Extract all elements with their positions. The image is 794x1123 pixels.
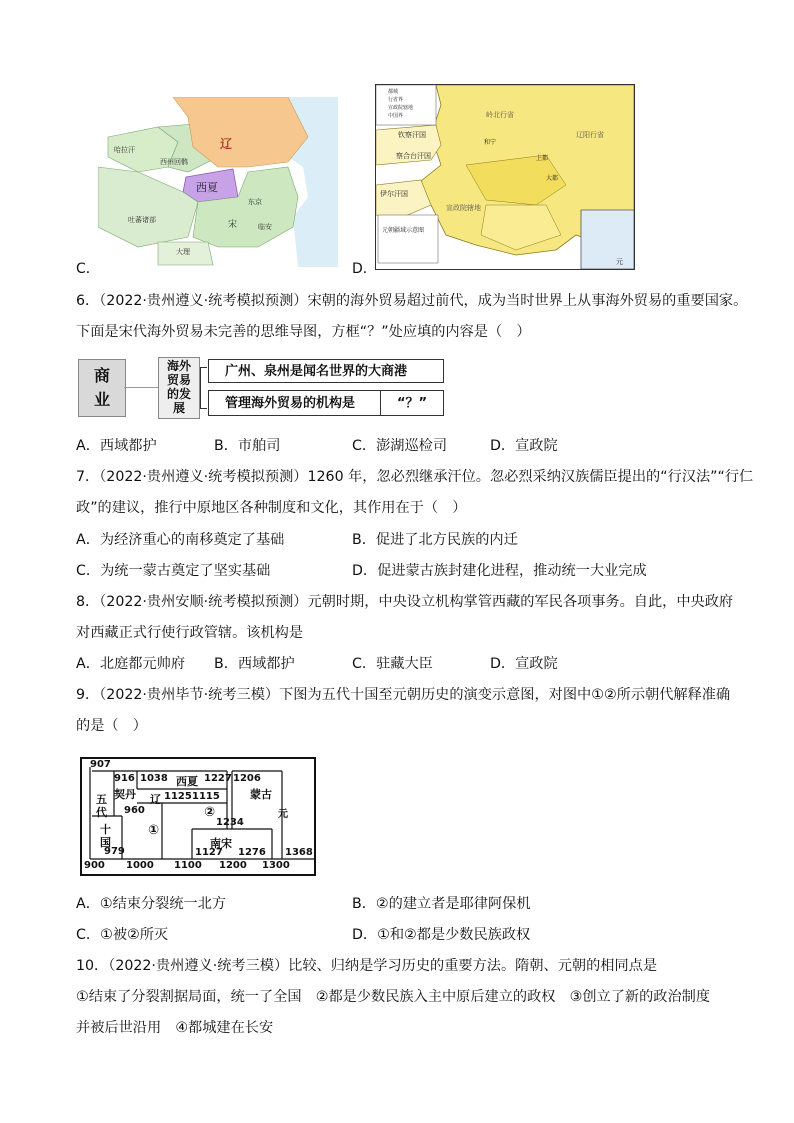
mindmap-question-box: “？” xyxy=(380,391,443,415)
map-d-legend-1: 都城 xyxy=(388,89,399,95)
map-d-label-place3: 伊尔汗国 xyxy=(380,190,408,198)
mindmap-root xyxy=(78,359,126,417)
map-c-label-place2: 西州回鹘 xyxy=(160,158,188,166)
mindmap-row2-text: 管理海外贸易的机构是 xyxy=(225,396,356,411)
map-d-legend-3: 宣政院辖地 xyxy=(388,105,414,111)
map-c-label-place3: 吐蕃诸部 xyxy=(128,216,156,224)
q6-stem-line1: 6．（2022·贵州遵义·统考模拟预测）宋朝的海外贸易超过前代，成为当时世界上从事海外贸易的重要国家。 xyxy=(76,293,748,309)
map-c-label-dali: 大理 xyxy=(176,248,190,256)
map-d-legend-4: 中国界 xyxy=(388,113,404,119)
map-c xyxy=(98,97,338,267)
mindmap-row2 xyxy=(208,390,444,416)
map-c-label-place5: 东京 xyxy=(248,198,262,206)
q9-option-b[interactable]: B．②的建立者是耶律阿保机 xyxy=(352,896,531,912)
map-c-label-place1: 哈拉汗 xyxy=(114,146,135,154)
mindmap-row1 xyxy=(208,359,444,383)
map-d-label-place6: 大都 xyxy=(546,175,559,182)
map-d-label-place5: 上都 xyxy=(536,155,549,162)
q9-option-d[interactable]: D．①和②都是少数民族政权 xyxy=(352,927,531,943)
tl-menggu: 蒙古 xyxy=(250,788,272,801)
map-c-label-place6: 临安 xyxy=(258,223,272,231)
tl-916: 916 xyxy=(114,773,135,784)
map-c-drawing xyxy=(98,97,338,267)
q8-option-d[interactable]: D．宣政院 xyxy=(490,656,558,672)
tl-axis-1300: 1300 xyxy=(262,860,290,871)
tl-1038: 1038 xyxy=(140,773,168,784)
mindmap-row1-text: 广州、泉州是闻名世界的大商港 xyxy=(225,364,408,379)
map-d-label-place1: 钦察汗国 xyxy=(398,131,426,139)
tl-960: 960 xyxy=(124,805,145,816)
tl-circle2: ② xyxy=(204,805,216,820)
q7-stem-line1: 7．（2022·贵州遵义·统考模拟预测）1260 年，忽必烈继承汗位。忽必烈采纳汉族儒臣提出的“行汉法”“行仁 xyxy=(76,469,754,485)
q9-option-a[interactable]: A．①结束分裂统一北方 xyxy=(76,896,227,912)
tl-axis-900: 900 xyxy=(84,860,105,871)
tl-1234: 1234 xyxy=(216,817,244,828)
tl-1276: 1276 xyxy=(238,847,266,858)
tl-1115: 1115 xyxy=(192,791,220,802)
tl-shiguo: 十国 xyxy=(100,823,111,849)
q6-option-a[interactable]: A．西域都护 xyxy=(76,438,157,454)
tl-yuan: 元 xyxy=(278,809,288,820)
q8-option-c[interactable]: C．驻藏大臣 xyxy=(352,656,433,672)
q9-stem-line1: 9．（2022·贵州毕节·统考三模）下图为五代十国至元朝历史的演变示意图，对图中①②所示朝代解释准确 xyxy=(76,687,731,703)
q6-option-d[interactable]: D．宣政院 xyxy=(490,438,558,454)
tl-liao: 辽 xyxy=(150,793,161,806)
q7-stem-line2: 政”的建议，推行中原地区各种制度和文化，其作用在于（ ） xyxy=(76,500,467,516)
tl-circle1: ① xyxy=(148,823,160,838)
map-d-note: 元朝疆域示意图 xyxy=(382,227,425,234)
option-c-label: C． xyxy=(76,261,100,277)
tl-axis-1200: 1200 xyxy=(219,860,247,871)
q7-option-d[interactable]: D．促进蒙古族封建化进程，推动统一大业完成 xyxy=(352,563,647,579)
mindmap-bracket xyxy=(200,367,207,409)
tl-1125: 1125 xyxy=(164,791,192,802)
q9-stem-line2: 的是（ ） xyxy=(76,718,147,734)
tl-1227: 1227 xyxy=(204,773,232,784)
q8-stem-line2: 对西藏正式行使行政管辖。该机构是 xyxy=(76,625,304,641)
q6-stem-line2: 下面是宋代海外贸易未完善的思维导图，方框“？”处应填的内容是（ ） xyxy=(76,324,531,340)
map-d-label-place8: 辽阳行省 xyxy=(576,131,604,139)
map-d xyxy=(375,84,635,270)
map-c-label-liao: 辽 xyxy=(220,137,233,151)
map-c-label-xixia: 西夏 xyxy=(196,181,218,194)
q7-option-b[interactable]: B．促进了北方民族的内迁 xyxy=(352,532,518,548)
map-d-label-place7: 岭北行省 xyxy=(486,111,514,119)
q8-option-b[interactable]: B．西域都护 xyxy=(214,656,295,672)
tl-xixia: 西夏 xyxy=(176,775,198,788)
q10-stem-line3: 并被后世沿用 ④都城建在长安 xyxy=(76,1020,274,1036)
map-d-label-place2: 察合台汗国 xyxy=(396,152,431,160)
q6-option-c[interactable]: C．澎湖巡检司 xyxy=(352,438,448,454)
mindmap-mid-text: 海外贸易的发展 xyxy=(166,359,191,415)
tl-1368: 1368 xyxy=(285,847,313,858)
q9-timeline-diagram xyxy=(80,757,316,876)
map-c-label-songs: 宋 xyxy=(228,220,238,230)
map-d-label-place4: 和宁 xyxy=(484,139,497,146)
tl-axis-1100: 1100 xyxy=(174,860,202,871)
q9-option-c[interactable]: C．①被②所灭 xyxy=(76,927,169,943)
tl-axis-1000: 1000 xyxy=(126,860,154,871)
tl-nansong: 南宋 xyxy=(210,837,232,850)
map-d-legend-2: 行省界 xyxy=(388,97,404,103)
q7-option-a[interactable]: A．为经济重心的南移奠定了基础 xyxy=(76,532,285,548)
option-d-label: D． xyxy=(352,261,377,277)
q6-option-b[interactable]: B．市舶司 xyxy=(214,438,281,454)
tl-1206: 1206 xyxy=(233,773,261,784)
map-d-label-place9: 宣政院辖地 xyxy=(446,204,481,212)
q8-option-a[interactable]: A．北庭都元帅府 xyxy=(76,656,186,672)
map-d-label-place10: 元 xyxy=(616,258,623,266)
q6-mindmap xyxy=(78,357,448,419)
q8-stem-line1: 8．（2022·贵州安顺·统考模拟预测）元朝时期，中央设立机构掌管西藏的军民各项事务。自此，中央政府 xyxy=(76,594,734,610)
q7-option-c[interactable]: C．为统一蒙古奠定了坚实基础 xyxy=(76,563,271,579)
tl-1127: 1127 xyxy=(195,847,223,858)
mindmap-connector xyxy=(124,387,158,388)
mindmap-root-text: 商业 xyxy=(93,366,110,409)
mindmap-mid xyxy=(158,357,200,419)
tl-979: 979 xyxy=(104,846,125,857)
q10-stem-line2: ①结束了分裂割据局面，统一了全国 ②都是少数民族入主中原后建立的政权 ③创立了新的政治制度 xyxy=(76,989,711,1005)
q10-stem-line1: 10．（2022·贵州遵义·统考三模）比较、归纳是学习历史的重要方法。隋朝、元朝的相同点是 xyxy=(76,958,658,974)
tl-907: 907 xyxy=(90,759,111,770)
tl-wudai: 五代 xyxy=(96,793,107,819)
tl-qidan: 契丹 xyxy=(114,788,136,801)
